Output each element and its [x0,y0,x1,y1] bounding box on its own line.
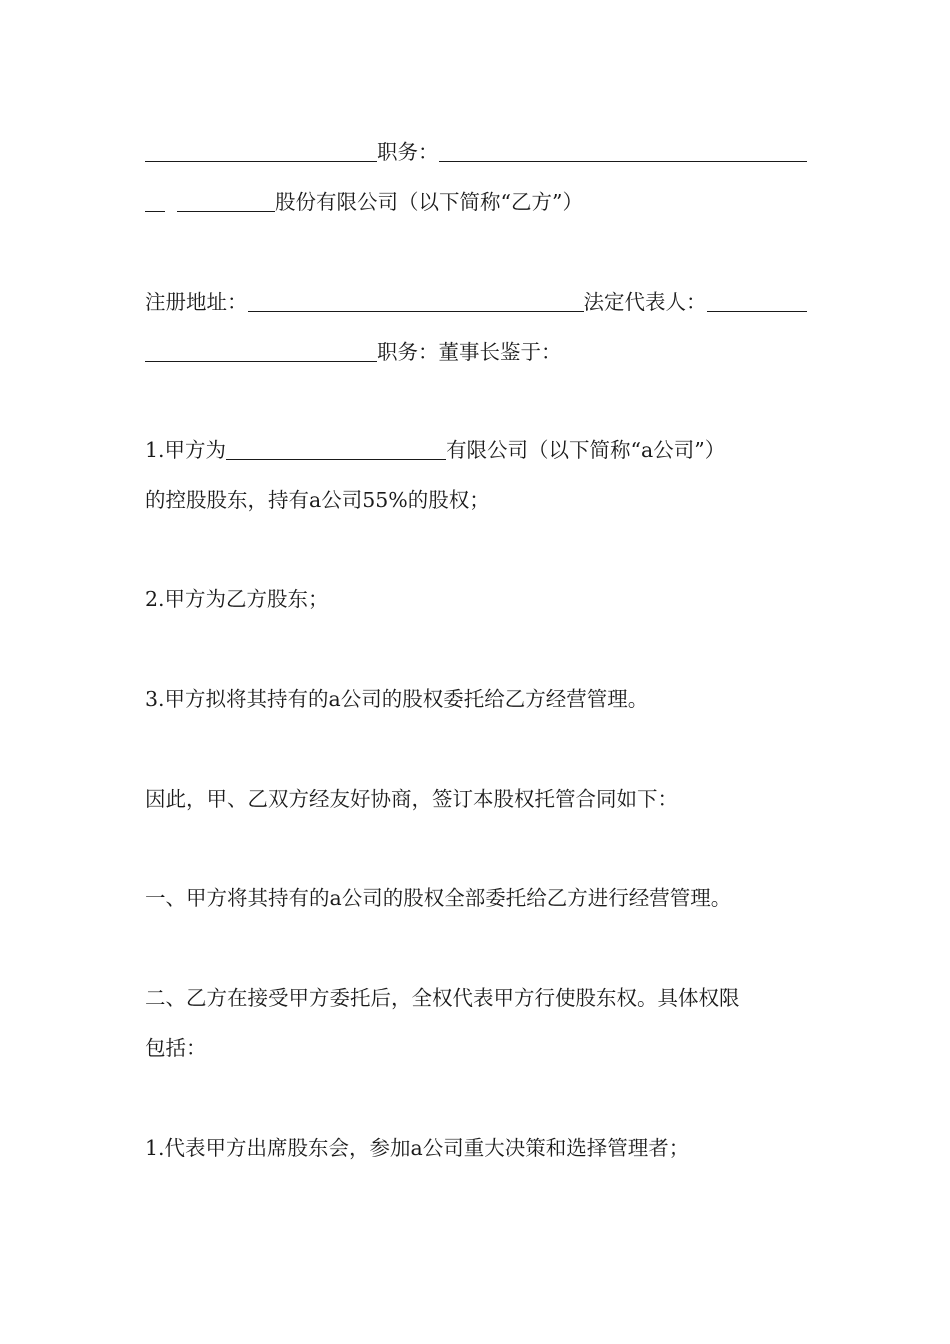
recital-1-continued [145,486,807,514]
clause-1-text: 一、甲方将其持有的a公司的股权全部委托给乙方进行经营管理。 [145,886,732,910]
legal-representative-label: 法定代表人： [583,290,707,314]
recital-1-prefix: 1.甲方为 [145,438,227,462]
position-blank [439,141,808,162]
clause-2 [145,984,807,1012]
clause-2-continued [145,1034,807,1062]
agreement-intro [145,785,807,813]
clause-2-continued-text: 包括： [145,1036,207,1060]
position-chairman-text: 职务：董事长鉴于： [377,340,562,364]
company-name-blank [177,191,275,212]
registered-address-line [145,288,807,316]
recital-1-line [145,436,807,464]
recital-3 [145,685,807,713]
clause-2-text: 二、乙方在接受甲方委托后，全权代表甲方行使股东权。具体权限 [145,986,740,1010]
name-blank-2 [145,341,377,362]
name-blank [145,141,377,162]
recital-1-suffix: 有限公司（以下简称“a公司”） [446,438,726,462]
registered-address-blank [248,291,584,312]
company-a-blank [226,439,446,460]
legal-representative-blank [707,291,808,312]
recital-2-text: 2.甲方为乙方股东； [145,587,329,611]
party-b-line [145,188,807,216]
party-b-text: 股份有限公司（以下简称“乙方”） [275,190,583,214]
registered-address-label: 注册地址： [145,290,248,314]
clause-1 [145,884,807,912]
position-line-party-a [145,138,807,166]
position-label: 职务： [377,140,439,164]
recital-2 [145,585,807,613]
recital-3-text: 3.甲方拟将其持有的a公司的股权委托给乙方经营管理。 [145,687,649,711]
clause-2-item-1 [145,1134,807,1162]
recital-1-text: 的控股股东，持有a公司55%的股权； [145,488,490,512]
agreement-intro-text: 因此，甲、乙双方经友好协商，签订本股权托管合同如下： [145,787,678,811]
position-line-party-b [145,338,807,366]
short-blank [145,191,165,212]
clause-2-item-1-text: 1.代表甲方出席股东会，参加a公司重大决策和选择管理者； [145,1136,690,1160]
